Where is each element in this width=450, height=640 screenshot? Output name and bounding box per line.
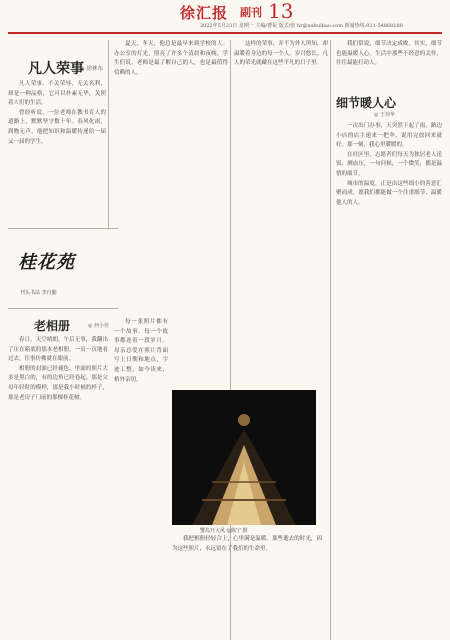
paragraph: 春日，天空晴朗，午后无事，我翻出了压在箱底的那本老相册，一页一页地看过去，往事仿佛就在眼前。 <box>8 337 108 363</box>
page-header <box>0 0 450 30</box>
column-banner <box>18 236 86 306</box>
column-divider <box>330 40 331 640</box>
paragraph: 一次出门办事，天突然下起了雨。路边小店的店主递来一把伞，说用完放回来就好。那一刻，我心里暖暖的。 <box>336 123 442 149</box>
page-number: 13 <box>268 0 294 23</box>
section-divider <box>8 228 118 229</box>
photo-caption: 蟹岛开大风 ◎陈宁 摄 <box>200 528 248 534</box>
article3-intro <box>336 40 442 88</box>
painting-image <box>172 390 316 525</box>
paragraph: 这样的荣事，并不为外人所知，却温暖着身边的每一个人。岁月悠长，凡人的荣光就藏在这些平凡的日子里。 <box>234 41 328 67</box>
article-author: ◎ 王伟华 <box>374 112 395 118</box>
article2-body-col2 <box>114 318 168 638</box>
section-divider <box>8 308 118 309</box>
paragraph: 凡人荣事，不关荣辱，无关名利，却是一种品格，它可以朴素无华，关照着人们的生活。 <box>8 81 106 107</box>
paragraph: 在社区里，志愿者们每天为独居老人送饭、测血压，一句问候，一个微笑，都是温情的细节。 <box>336 151 442 177</box>
article2-body-col1 <box>8 336 108 636</box>
article1-body-col1 <box>8 80 106 226</box>
paragraph: 每一张照片都有一个故事，每一个故事都连着一段岁月。母亲总爱在照片背面写上日期和地点，字迹工整，如今读来，格外亲切。 <box>114 319 168 383</box>
section-name: 副刊 <box>240 6 262 19</box>
paper-name: 徐汇报 <box>180 4 229 22</box>
article1-body-col3 <box>234 40 328 380</box>
column-divider <box>108 40 109 230</box>
article-title: 老相册 <box>34 319 71 333</box>
paragraph: 我们常说，细节决定成败。其实，细节也能温暖人心。生活中那些不经意的关怀，往往最能打动人。 <box>336 41 442 67</box>
painting-photo <box>172 390 316 525</box>
paragraph: 我把相册轻轻合上，心里满是温暖。那些逝去的时光，因为这些照片，永远留在了我们的生命里。 <box>172 536 322 552</box>
paragraph: 相册的封面已经褪色，里面的照片大多是黑白的，有的边角已经卷起。那是父母年轻时的模样，那是我小时候的样子，那是老房子门前的那棵桂花树。 <box>8 365 108 401</box>
banner-title: 桂花苑 <box>18 252 75 273</box>
article-title: 凡人荣事 <box>28 61 84 77</box>
article-author: ◎ 何小佳 <box>88 323 109 329</box>
paragraph: 城市的温度，正是由这些细小的善意汇聚而成。愿我们都能做一个注重细节、温暖他人的人。 <box>336 180 442 206</box>
article1-body-col2 <box>114 40 228 310</box>
article3-body <box>336 122 442 638</box>
header-rule <box>8 32 442 34</box>
banner-meta: 刊头书法 李自勤 <box>20 290 57 296</box>
paragraph: 曾经听说，一位老师在教书育人的道路上，默默坚守数十年。春风化雨，润物无声，他把知识和温暖传递给一届又一届的学生。 <box>8 109 106 145</box>
article-title: 细节暖人心 <box>336 96 397 110</box>
header-meta: 2022年5月23日 星期一 主编/曹祝 版式/张 hr@xuhuibao.com 新闻热线:021-54868188 <box>200 23 403 29</box>
paragraph: 夏天，冬天，他总是最早来到学校的人。办公室的灯光，照亮了许多个清晨和夜晚。学生们说，老师是最了解自己的人，也是最值得信赖的人。 <box>114 41 228 76</box>
article-author: ◎ 徐林东 <box>80 66 104 72</box>
article2-body-col3 <box>172 535 322 638</box>
